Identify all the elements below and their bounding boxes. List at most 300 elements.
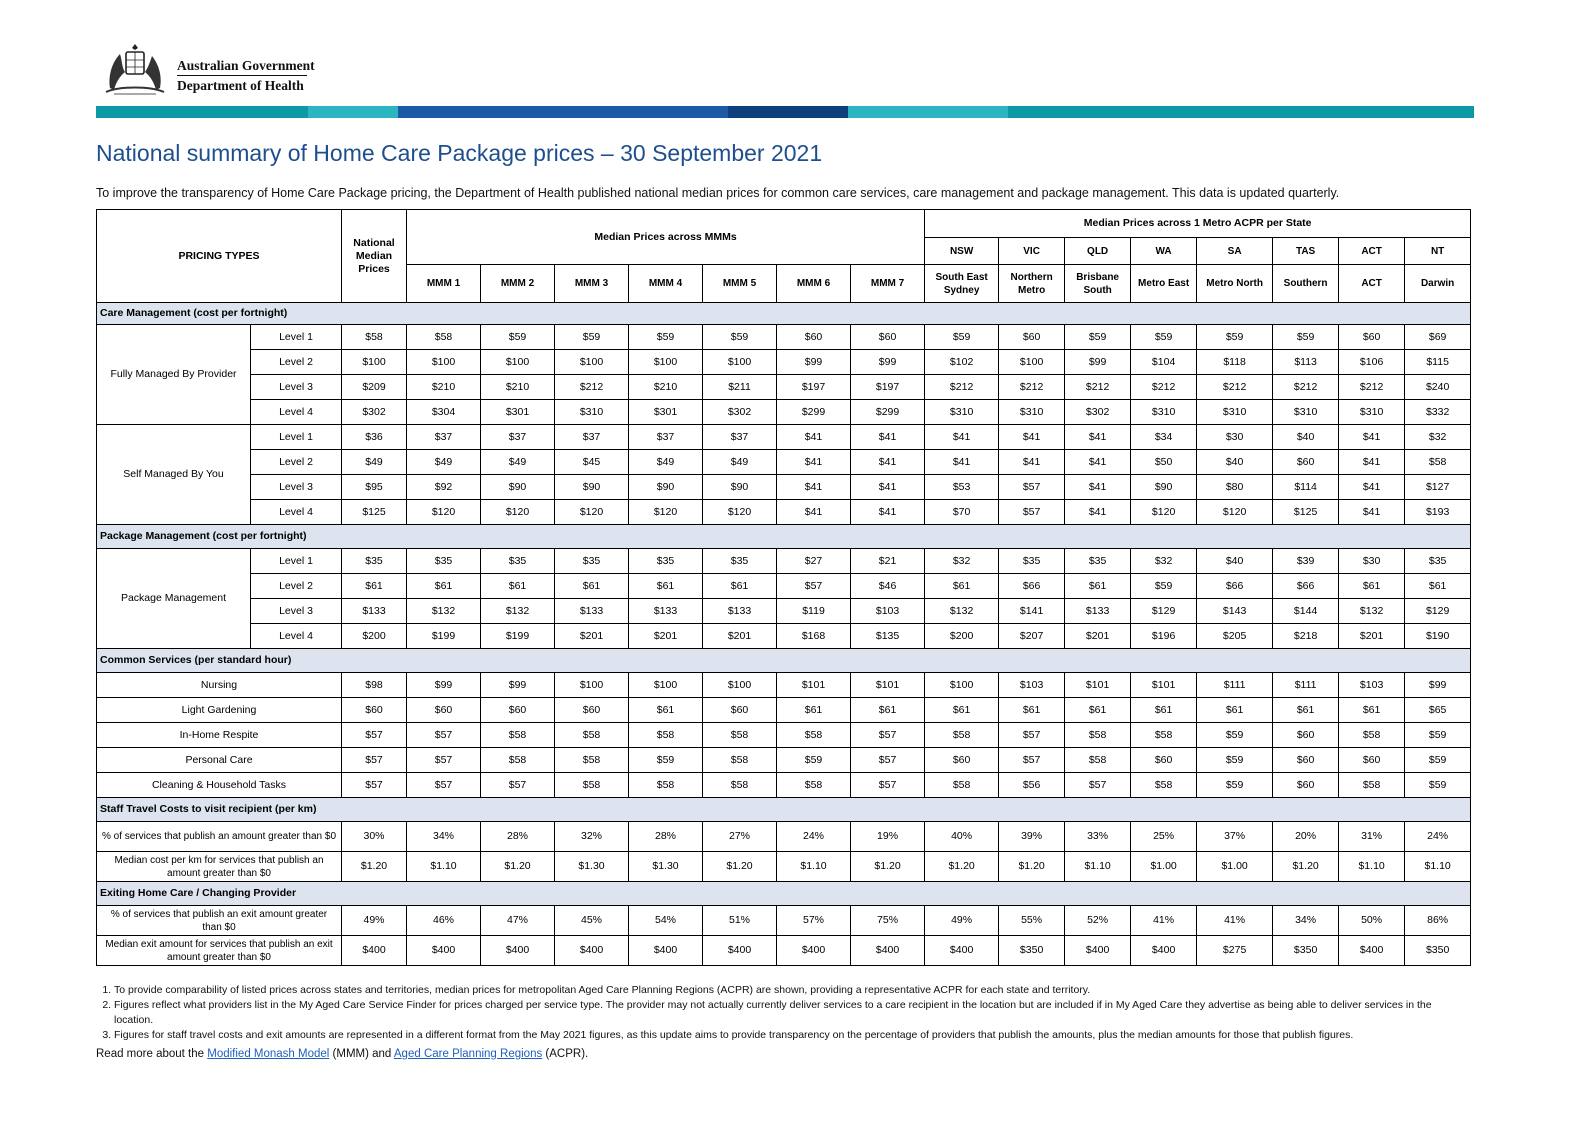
price-cell: $41 bbox=[851, 450, 925, 475]
price-cell: 39% bbox=[999, 822, 1065, 852]
price-cell: $60 bbox=[1273, 450, 1339, 475]
price-cell: $21 bbox=[851, 549, 925, 574]
price-cell: $58 bbox=[703, 773, 777, 798]
price-cell: $310 bbox=[1339, 400, 1405, 425]
level-label: Level 1 bbox=[251, 425, 342, 450]
price-cell: $59 bbox=[1405, 723, 1471, 748]
price-cell: $61 bbox=[703, 574, 777, 599]
table-row bbox=[97, 698, 1471, 723]
section-row bbox=[97, 649, 1471, 673]
price-cell: $35 bbox=[555, 549, 629, 574]
price-cell: $1.10 bbox=[777, 852, 851, 882]
price-cell: $60 bbox=[1273, 748, 1339, 773]
section-title: Package Management (cost per fortnight) bbox=[97, 525, 1471, 549]
price-cell: $41 bbox=[1339, 500, 1405, 525]
pricing-types-header: PRICING TYPES bbox=[97, 210, 342, 303]
price-cell: $58 bbox=[555, 723, 629, 748]
row-label: % of services that publish an amount greater than $0 bbox=[97, 822, 342, 852]
row-label: In-Home Respite bbox=[97, 723, 342, 748]
national-median-header: National Median Prices bbox=[342, 210, 407, 303]
price-cell: $59 bbox=[1131, 574, 1197, 599]
price-cell: $58 bbox=[703, 748, 777, 773]
table-row bbox=[97, 852, 1471, 882]
price-cell: $61 bbox=[925, 698, 999, 723]
price-cell: $101 bbox=[777, 673, 851, 698]
price-cell: $400 bbox=[1339, 936, 1405, 966]
price-cell: $400 bbox=[481, 936, 555, 966]
price-cell: $60 bbox=[999, 325, 1065, 350]
price-cell: $58 bbox=[629, 723, 703, 748]
price-cell: $58 bbox=[1131, 773, 1197, 798]
price-cell: $400 bbox=[407, 936, 481, 966]
national-median-cell: $58 bbox=[342, 325, 407, 350]
price-cell: $114 bbox=[1273, 475, 1339, 500]
price-cell: 41% bbox=[1131, 906, 1197, 936]
price-cell: $60 bbox=[1273, 773, 1339, 798]
region-header: Metro North bbox=[1197, 265, 1273, 303]
price-cell: $59 bbox=[925, 325, 999, 350]
national-median-cell: $49 bbox=[342, 450, 407, 475]
price-cell: $58 bbox=[777, 773, 851, 798]
price-cell: $90 bbox=[703, 475, 777, 500]
price-cell: $59 bbox=[1197, 723, 1273, 748]
region-header: Metro East bbox=[1131, 265, 1197, 303]
price-cell: $61 bbox=[999, 698, 1065, 723]
footnotes bbox=[96, 983, 1468, 1043]
price-cell: $41 bbox=[777, 450, 851, 475]
national-median-cell: $100 bbox=[342, 350, 407, 375]
stripe-segment bbox=[1008, 106, 1474, 118]
read-more-suffix: (ACPR). bbox=[545, 1048, 589, 1060]
price-cell: $41 bbox=[1065, 450, 1131, 475]
mmm-link[interactable]: Modified Monash Model bbox=[207, 1048, 330, 1060]
price-cell: $35 bbox=[481, 549, 555, 574]
price-cell: $120 bbox=[555, 500, 629, 525]
price-cell: $50 bbox=[1131, 450, 1197, 475]
price-cell: $58 bbox=[1065, 748, 1131, 773]
price-cell: $143 bbox=[1197, 599, 1273, 624]
price-cell: $35 bbox=[629, 549, 703, 574]
price-cell: $40 bbox=[1273, 425, 1339, 450]
price-cell: $301 bbox=[481, 400, 555, 425]
price-cell: $310 bbox=[1197, 400, 1273, 425]
price-cell: $196 bbox=[1131, 624, 1197, 649]
price-cell: $240 bbox=[1405, 375, 1471, 400]
price-cell: $212 bbox=[1131, 375, 1197, 400]
price-cell: $61 bbox=[1405, 574, 1471, 599]
price-cell: $59 bbox=[1131, 325, 1197, 350]
table-row bbox=[97, 773, 1471, 798]
row-label: Light Gardening bbox=[97, 698, 342, 723]
price-cell: $210 bbox=[407, 375, 481, 400]
price-cell: $350 bbox=[1273, 936, 1339, 966]
footnote-3: 3. Figures for staff travel costs and exit amounts are represented in a different format from the May 2021 figures, as this update aims to provide transparency on the percentage of providers that publish the amounts, plus the median amounts for those that publish figures. bbox=[114, 1028, 1468, 1043]
price-cell: $41 bbox=[777, 425, 851, 450]
price-cell: 45% bbox=[555, 906, 629, 936]
price-cell: $58 bbox=[925, 773, 999, 798]
table-row bbox=[97, 574, 1471, 599]
price-cell: $57 bbox=[851, 723, 925, 748]
price-cell: $400 bbox=[1131, 936, 1197, 966]
price-cell: $1.30 bbox=[555, 852, 629, 882]
row-label: Personal Care bbox=[97, 748, 342, 773]
price-cell: $61 bbox=[629, 698, 703, 723]
stripe-segment bbox=[398, 106, 728, 118]
price-cell: $61 bbox=[1197, 698, 1273, 723]
price-cell: $58 bbox=[1339, 723, 1405, 748]
price-cell: $168 bbox=[777, 624, 851, 649]
price-cell: 33% bbox=[1065, 822, 1131, 852]
mmm-header: MMM 3 bbox=[555, 265, 629, 303]
state-header: NSW bbox=[925, 238, 999, 265]
price-cell: $212 bbox=[1339, 375, 1405, 400]
price-cell: $111 bbox=[1273, 673, 1339, 698]
state-header: NT bbox=[1405, 238, 1471, 265]
mmm-header: MMM 2 bbox=[481, 265, 555, 303]
price-cell: $57 bbox=[851, 748, 925, 773]
price-cell: $70 bbox=[925, 500, 999, 525]
price-cell: $310 bbox=[999, 400, 1065, 425]
row-label: Cleaning & Household Tasks bbox=[97, 773, 342, 798]
page-title: National summary of Home Care Package prices – 30 September 2021 bbox=[96, 140, 823, 166]
price-cell: $59 bbox=[1197, 773, 1273, 798]
table-row bbox=[97, 906, 1471, 936]
price-cell: $90 bbox=[629, 475, 703, 500]
price-cell: $132 bbox=[1339, 599, 1405, 624]
read-more-mid: (MMM) and bbox=[332, 1048, 392, 1060]
price-cell: $61 bbox=[407, 574, 481, 599]
price-cell: $212 bbox=[999, 375, 1065, 400]
intro-text: To improve the transparency of Home Care Package pricing, the Department of Health published national median prices for common care services, care management and package management. This data is updated quarterly. bbox=[96, 186, 1340, 200]
price-cell: $133 bbox=[1065, 599, 1131, 624]
price-cell: $212 bbox=[925, 375, 999, 400]
national-median-cell: 30% bbox=[342, 822, 407, 852]
price-cell: $41 bbox=[851, 425, 925, 450]
price-cell: $210 bbox=[629, 375, 703, 400]
price-cell: 86% bbox=[1405, 906, 1471, 936]
price-cell: $212 bbox=[1273, 375, 1339, 400]
price-cell: $144 bbox=[1273, 599, 1339, 624]
price-cell: $58 bbox=[481, 748, 555, 773]
price-cell: $400 bbox=[555, 936, 629, 966]
price-cell: $37 bbox=[703, 425, 777, 450]
price-cell: $60 bbox=[1339, 748, 1405, 773]
price-cell: 32% bbox=[555, 822, 629, 852]
price-cell: $60 bbox=[1339, 325, 1405, 350]
price-cell: $99 bbox=[851, 350, 925, 375]
price-cell: $35 bbox=[999, 549, 1065, 574]
price-cell: $61 bbox=[629, 574, 703, 599]
price-cell: $57 bbox=[1065, 773, 1131, 798]
price-cell: $37 bbox=[481, 425, 555, 450]
stripe-segment bbox=[96, 106, 308, 118]
price-cell: $41 bbox=[925, 425, 999, 450]
price-cell: $100 bbox=[629, 673, 703, 698]
section-row bbox=[97, 882, 1471, 906]
price-cell: $90 bbox=[555, 475, 629, 500]
price-cell: $60 bbox=[1273, 723, 1339, 748]
price-cell: $41 bbox=[851, 500, 925, 525]
price-cell: $193 bbox=[1405, 500, 1471, 525]
price-cell: $46 bbox=[851, 574, 925, 599]
table-row bbox=[97, 450, 1471, 475]
price-cell: $120 bbox=[1197, 500, 1273, 525]
price-cell: $310 bbox=[925, 400, 999, 425]
price-cell: $120 bbox=[703, 500, 777, 525]
price-cell: $60 bbox=[481, 698, 555, 723]
price-cell: $101 bbox=[1065, 673, 1131, 698]
level-label: Level 3 bbox=[251, 375, 342, 400]
price-cell: $59 bbox=[1273, 325, 1339, 350]
price-cell: $61 bbox=[555, 574, 629, 599]
price-cell: $60 bbox=[851, 325, 925, 350]
national-median-cell: $57 bbox=[342, 773, 407, 798]
coat-of-arms-icon bbox=[100, 40, 170, 98]
price-cell: 19% bbox=[851, 822, 925, 852]
price-cell: 25% bbox=[1131, 822, 1197, 852]
price-cell: $119 bbox=[777, 599, 851, 624]
price-cell: $35 bbox=[1405, 549, 1471, 574]
row-label: Nursing bbox=[97, 673, 342, 698]
price-cell: $99 bbox=[481, 673, 555, 698]
price-cell: $350 bbox=[1405, 936, 1471, 966]
state-header: ACT bbox=[1339, 238, 1405, 265]
price-cell: 41% bbox=[1197, 906, 1273, 936]
table-row bbox=[97, 599, 1471, 624]
group-label: Self Managed By You bbox=[97, 425, 251, 525]
price-cell: $80 bbox=[1197, 475, 1273, 500]
price-cell: $58 bbox=[703, 723, 777, 748]
price-cell: $35 bbox=[703, 549, 777, 574]
price-cell: $100 bbox=[481, 350, 555, 375]
price-cell: $90 bbox=[481, 475, 555, 500]
price-cell: $58 bbox=[925, 723, 999, 748]
national-median-cell: $61 bbox=[342, 574, 407, 599]
dept-name bbox=[177, 76, 304, 96]
national-median-cell: $209 bbox=[342, 375, 407, 400]
price-cell: $218 bbox=[1273, 624, 1339, 649]
price-cell: $60 bbox=[555, 698, 629, 723]
price-cell: $207 bbox=[999, 624, 1065, 649]
price-cell: $210 bbox=[481, 375, 555, 400]
price-cell: $400 bbox=[851, 936, 925, 966]
price-cell: $41 bbox=[1339, 425, 1405, 450]
price-cell: $120 bbox=[407, 500, 481, 525]
price-cell: $113 bbox=[1273, 350, 1339, 375]
price-cell: $104 bbox=[1131, 350, 1197, 375]
price-cell: $304 bbox=[407, 400, 481, 425]
price-cell: 31% bbox=[1339, 822, 1405, 852]
national-median-cell: $95 bbox=[342, 475, 407, 500]
price-cell: 37% bbox=[1197, 822, 1273, 852]
price-cell: $59 bbox=[1197, 748, 1273, 773]
price-cell: $57 bbox=[777, 574, 851, 599]
table-row bbox=[97, 425, 1471, 450]
table-row bbox=[97, 723, 1471, 748]
price-cell: $201 bbox=[703, 624, 777, 649]
region-header: Darwin bbox=[1405, 265, 1471, 303]
price-cell: $103 bbox=[1339, 673, 1405, 698]
table-row bbox=[97, 673, 1471, 698]
price-cell: $100 bbox=[555, 673, 629, 698]
price-cell: 51% bbox=[703, 906, 777, 936]
mmm-group-header: Median Prices across MMMs bbox=[407, 210, 925, 265]
price-cell: $101 bbox=[1131, 673, 1197, 698]
mmm-header: MMM 6 bbox=[777, 265, 851, 303]
price-cell: $302 bbox=[703, 400, 777, 425]
price-cell: $299 bbox=[777, 400, 851, 425]
level-label: Level 4 bbox=[251, 624, 342, 649]
row-label: Median cost per km for services that publish an amount greater than $0 bbox=[97, 852, 342, 882]
price-cell: $66 bbox=[1197, 574, 1273, 599]
price-cell: $400 bbox=[629, 936, 703, 966]
price-cell: $59 bbox=[1405, 773, 1471, 798]
group-label: Package Management bbox=[97, 549, 251, 649]
mmm-header: MMM 7 bbox=[851, 265, 925, 303]
price-cell: $103 bbox=[999, 673, 1065, 698]
price-cell: $58 bbox=[629, 773, 703, 798]
price-cell: $30 bbox=[1197, 425, 1273, 450]
price-cell: $57 bbox=[407, 773, 481, 798]
price-cell: $60 bbox=[925, 748, 999, 773]
price-cell: $275 bbox=[1197, 936, 1273, 966]
price-cell: $90 bbox=[1131, 475, 1197, 500]
price-cell: $400 bbox=[777, 936, 851, 966]
price-cell: $57 bbox=[999, 475, 1065, 500]
price-cell: 24% bbox=[777, 822, 851, 852]
price-cell: $127 bbox=[1405, 475, 1471, 500]
price-cell: $299 bbox=[851, 400, 925, 425]
government-logo bbox=[100, 40, 320, 98]
gov-name bbox=[177, 56, 315, 76]
state-header: QLD bbox=[1065, 238, 1131, 265]
national-median-cell: $57 bbox=[342, 723, 407, 748]
price-cell: $129 bbox=[1405, 599, 1471, 624]
section-row bbox=[97, 798, 1471, 822]
price-cell: $201 bbox=[1065, 624, 1131, 649]
price-cell: $132 bbox=[407, 599, 481, 624]
price-cell: $197 bbox=[777, 375, 851, 400]
price-cell: $1.10 bbox=[407, 852, 481, 882]
price-cell: $66 bbox=[999, 574, 1065, 599]
price-cell: $1.20 bbox=[851, 852, 925, 882]
price-cell: $120 bbox=[481, 500, 555, 525]
price-cell: $106 bbox=[1339, 350, 1405, 375]
price-cell: $1.00 bbox=[1197, 852, 1273, 882]
price-cell: $58 bbox=[481, 723, 555, 748]
price-cell: $332 bbox=[1405, 400, 1471, 425]
price-cell: $201 bbox=[555, 624, 629, 649]
state-header: VIC bbox=[999, 238, 1065, 265]
price-cell: $60 bbox=[1131, 748, 1197, 773]
table-row bbox=[97, 375, 1471, 400]
price-cell: 40% bbox=[925, 822, 999, 852]
price-cell: $211 bbox=[703, 375, 777, 400]
price-cell: $132 bbox=[925, 599, 999, 624]
price-cell: $58 bbox=[555, 748, 629, 773]
group-label: Fully Managed By Provider bbox=[97, 325, 251, 425]
section-row bbox=[97, 303, 1471, 325]
price-cell: $60 bbox=[777, 325, 851, 350]
table-row bbox=[97, 822, 1471, 852]
price-cell: $32 bbox=[1405, 425, 1471, 450]
price-cell: $58 bbox=[1065, 723, 1131, 748]
price-cell: $58 bbox=[1405, 450, 1471, 475]
level-label: Level 2 bbox=[251, 574, 342, 599]
price-cell: $350 bbox=[999, 936, 1065, 966]
section-title: Staff Travel Costs to visit recipient (per km) bbox=[97, 798, 1471, 822]
price-cell: $310 bbox=[1273, 400, 1339, 425]
price-cell: $133 bbox=[629, 599, 703, 624]
price-cell: $99 bbox=[407, 673, 481, 698]
price-cell: $45 bbox=[555, 450, 629, 475]
price-cell: $302 bbox=[1065, 400, 1131, 425]
price-cell: $133 bbox=[703, 599, 777, 624]
price-cell: $115 bbox=[1405, 350, 1471, 375]
price-cell: 50% bbox=[1339, 906, 1405, 936]
price-cell: $41 bbox=[1339, 475, 1405, 500]
price-cell: 34% bbox=[1273, 906, 1339, 936]
acpr-link[interactable]: Aged Care Planning Regions bbox=[393, 1048, 543, 1060]
region-header: Southern bbox=[1273, 265, 1339, 303]
price-cell: $205 bbox=[1197, 624, 1273, 649]
price-cell: $135 bbox=[851, 624, 925, 649]
price-cell: $60 bbox=[407, 698, 481, 723]
price-cell: $59 bbox=[703, 325, 777, 350]
price-cell: $141 bbox=[999, 599, 1065, 624]
price-cell: $59 bbox=[629, 748, 703, 773]
level-label: Level 2 bbox=[251, 350, 342, 375]
price-cell: $57 bbox=[999, 723, 1065, 748]
national-median-cell: $1.20 bbox=[342, 852, 407, 882]
price-cell: $120 bbox=[629, 500, 703, 525]
row-label: Median exit amount for services that publish an exit amount greater than $0 bbox=[97, 936, 342, 966]
price-cell: $37 bbox=[407, 425, 481, 450]
table-row bbox=[97, 624, 1471, 649]
price-cell: $61 bbox=[851, 698, 925, 723]
national-median-cell: 49% bbox=[342, 906, 407, 936]
level-label: Level 3 bbox=[251, 599, 342, 624]
price-cell: $59 bbox=[481, 325, 555, 350]
price-cell: $190 bbox=[1405, 624, 1471, 649]
price-cell: 47% bbox=[481, 906, 555, 936]
price-cell: $99 bbox=[1405, 673, 1471, 698]
price-cell: $58 bbox=[1339, 773, 1405, 798]
region-header: South East Sydney bbox=[925, 265, 999, 303]
gov-line2: Department of Health bbox=[177, 78, 304, 93]
national-median-cell: $60 bbox=[342, 698, 407, 723]
price-cell: $59 bbox=[1065, 325, 1131, 350]
price-cell: $100 bbox=[703, 350, 777, 375]
price-cell: $199 bbox=[407, 624, 481, 649]
level-label: Level 2 bbox=[251, 450, 342, 475]
price-table-body bbox=[97, 303, 1471, 966]
price-cell: $49 bbox=[481, 450, 555, 475]
price-cell: $61 bbox=[1339, 698, 1405, 723]
price-cell: $200 bbox=[925, 624, 999, 649]
stripe-segment bbox=[728, 106, 848, 118]
price-cell: $41 bbox=[999, 450, 1065, 475]
price-cell: $30 bbox=[1339, 549, 1405, 574]
price-cell: $58 bbox=[555, 773, 629, 798]
price-cell: 75% bbox=[851, 906, 925, 936]
national-median-cell: $98 bbox=[342, 673, 407, 698]
price-cell: $61 bbox=[1273, 698, 1339, 723]
national-median-cell: $200 bbox=[342, 624, 407, 649]
price-cell: $199 bbox=[481, 624, 555, 649]
price-cell: $60 bbox=[703, 698, 777, 723]
footnote-2: 2. Figures reflect what providers list in the My Aged Care Service Finder for prices charged per service type. The provider may not actually currently deliver services to a care recipient in the location but are included if in My Aged Care they advertise as being able to deliver services in the location. bbox=[114, 998, 1468, 1028]
